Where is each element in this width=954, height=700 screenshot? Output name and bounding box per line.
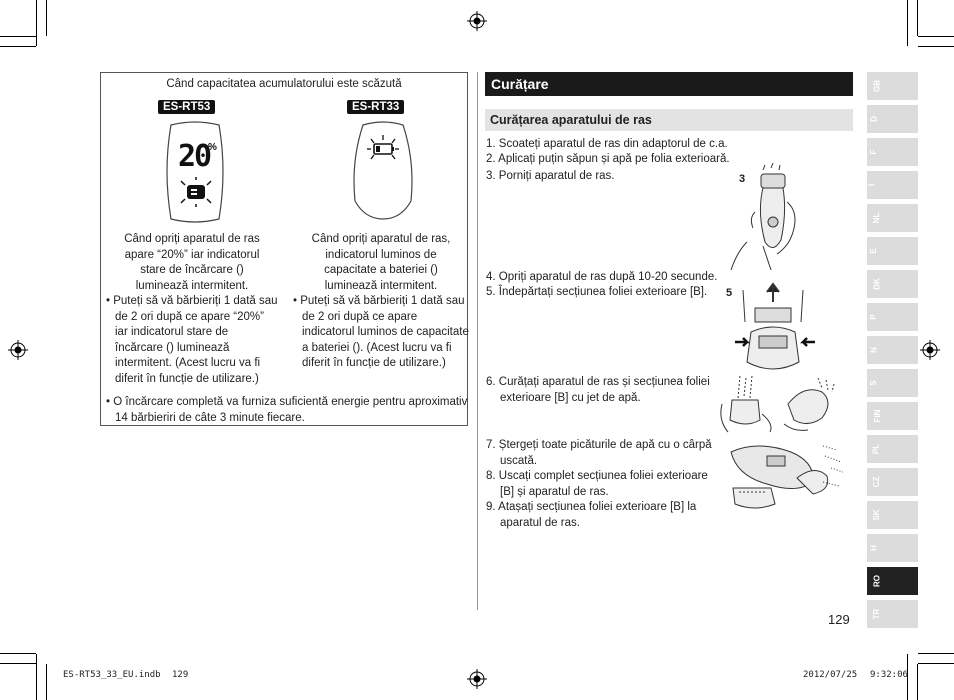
tab-n[interactable] [867,336,918,364]
tab-d[interactable] [867,105,918,133]
tab-label: N [869,347,879,353]
step-7: 7. Ștergeți toate picăturile de apă cu o cârpă uscată. [486,439,712,467]
crop-mark [0,46,36,47]
step-2: 2. Aplicați puțin săpun și apă pe folia exterioară. [486,153,730,165]
tab-cz[interactable] [867,468,918,496]
tab-label: F [868,149,878,155]
step-8: 8. Uscați complet secțiunea foliei exterioare [B] și aparatul de ras. [486,470,708,498]
crop-mark [46,0,47,36]
tab-label: TR [871,608,881,620]
crop-mark [36,0,37,46]
tab-ro[interactable] [867,567,918,595]
registration-mark-icon [920,340,940,360]
step-4: 4. Opriți aparatul de ras după 10-20 secunde. [486,271,718,283]
section-subtitle: Curățarea aparatului de ras [485,109,853,131]
tab-sk[interactable] [867,501,918,529]
tab-h[interactable] [867,534,918,562]
charge-plug-icon [177,177,215,207]
crop-mark [36,654,37,700]
tab-label: D [869,116,879,122]
registration-mark-icon [8,340,28,360]
rinse-illustration-icon [718,374,844,434]
crop-mark [0,36,36,37]
remove-foil-illustration-icon [733,282,817,378]
column-divider [477,72,478,610]
tab-label: FIN [872,409,882,423]
tab-gb[interactable] [867,72,918,100]
footer-page: 129 [172,670,189,680]
rt33-description: Când opriți aparatul de ras, indicatorul luminos de capacitate a bateriei () luminează intermitent. [311,233,451,292]
step-9: 9. Atașați secțiunea foliei exterioare [B] la aparatul de ras. [486,501,697,529]
rt53-description: Când opriți aparatul de ras apare “20%” iar indicatorul stare de încărcare () luminează intermitent. [124,233,260,292]
crop-mark [0,653,36,654]
crop-mark [917,0,918,36]
crop-mark [918,36,954,37]
section-title: Curățare [485,72,853,96]
footer-file: ES-RT53_33_EU.indb [63,670,161,680]
figure-3-label: 3 [739,173,746,185]
tab-fin[interactable] [867,402,918,430]
crop-mark [917,664,918,700]
step-5: 5. Îndepărtați secțiunea foliei exterioare [B]. [486,286,708,298]
tab-f[interactable] [867,138,918,166]
dry-illustration-icon [727,438,845,520]
footer-time: 9:32:06 [870,670,908,680]
shaver-hand-illustration-icon [727,162,803,270]
tab-label: H [869,545,879,551]
step-1: 1. Scoateți aparatul de ras din adaptorul de c.a. [486,138,728,150]
rt33-bullet: • Puteți să vă bărbieriți 1 dată sau de 2 ori după ce apare indicatorul luminos de capacitate a bateriei (). (Acest lucru va fi diferit în funcție de utilizare.) [293,295,469,369]
crop-mark [907,0,908,46]
display-rt33-icon [351,121,415,221]
tab-p[interactable] [867,303,918,331]
percent-unit: % [208,142,217,153]
tab-label: PL [871,443,881,455]
page-number: 129 [828,612,850,627]
step-3: 3. Porniți aparatul de ras. [486,170,615,182]
tab-e[interactable] [867,237,918,265]
figure-5-label: 5 [726,287,733,299]
low-battery-box [100,72,468,426]
tab-label: I [867,183,877,187]
tab-dk[interactable] [867,270,918,298]
tab-i[interactable] [867,171,918,199]
rt53-bullet: • Puteți să vă bărbieriți 1 dată sau de 2 ori după ce apare “20%” iar indicatorul stare de încărcare () luminează intermitent. (Acest lucru va fi diferit în funcție de utilizare.) [106,295,278,385]
model-badge-rt53: ES-RT53 [158,100,215,114]
registration-mark-icon [467,11,487,31]
tab-label: E [869,248,879,254]
tab-label: NL [871,212,881,224]
percent-value: 20 [178,139,211,174]
tab-label: GB [872,80,882,92]
tab-nl[interactable] [867,204,918,232]
tab-label: SK [872,509,882,521]
footer-date: 2012/07/25 [803,670,858,680]
registration-mark-icon [467,669,487,689]
tab-label: S [869,380,879,386]
tab-label: DK [872,278,882,290]
low-battery-header: Când capacitatea acumulatorului este scăzută [166,78,402,90]
model-badge-rt33: ES-RT33 [347,100,404,114]
crop-mark [918,663,954,664]
step-6: 6. Curățați aparatul de ras și secțiunea foliei exterioare [B] cu jet de apă. [486,376,710,404]
tab-pl[interactable] [867,435,918,463]
crop-mark [918,653,954,654]
tab-tr[interactable] [867,600,918,628]
tab-label: CZ [871,476,881,488]
crop-mark [46,664,47,700]
crop-mark [918,46,954,47]
crop-mark [0,663,36,664]
tab-label: RO [872,575,882,587]
tab-label: P [869,314,879,320]
tab-s[interactable] [867,369,918,397]
full-charge-bullet: • O încărcare completă va furniza suficientă energie pentru aproximativ 14 bărbieriri de câte 3 minute fiecare. [106,396,468,424]
